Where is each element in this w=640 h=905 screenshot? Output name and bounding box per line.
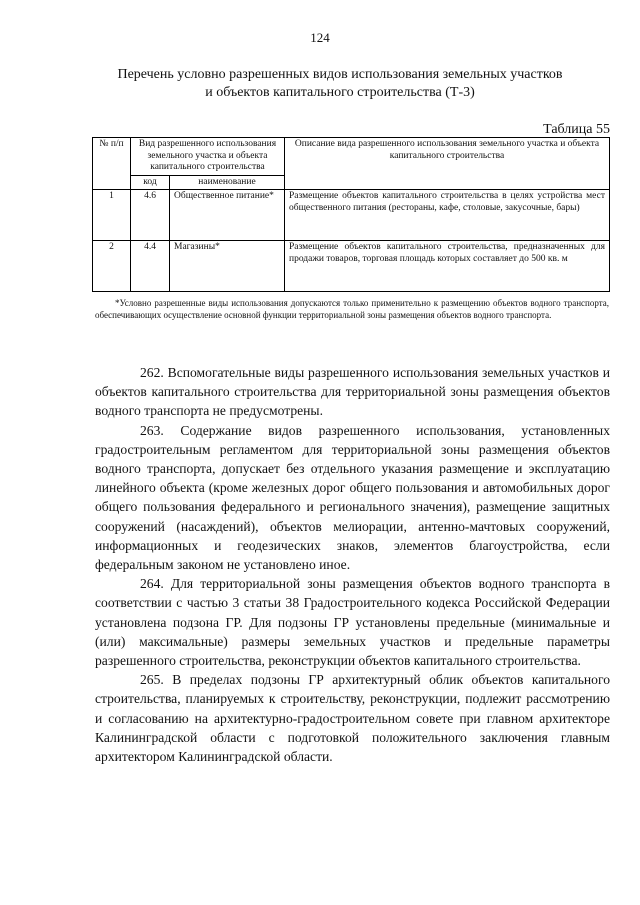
body-text [95,363,610,766]
title-line-2: и объектов капитального строительства (Т-3) [205,85,475,100]
table-row [93,241,610,292]
header-name: наименование [170,175,285,190]
row-description: Размещение объектов капитального строительства в целях устройства мест общественного питания (рестораны, кафе, столовые, закусочные, бары) [285,190,610,241]
permitted-uses-table [92,137,610,292]
table-header-row [93,138,610,176]
paragraph-263: 263. Содержание видов разрешенного использования, установленных градостроительным регламентом для территориальной зоны размещения объектов водного транспорта, допускает без отдельного указания размещение и эксплуатацию линейного объекта (кроме железных дорог общего пользования и автомобильных дорог общего пользования федерального и регионального значения), размещение защитных сооружений (насаждений), объектов мелиорации, антенно-мачтовых сооружений, информационных и геодезических знаков, элементов благоустройства, если федеральным законом не установлено иное. [95,422,610,573]
paragraph-265: 265. В пределах подзоны ГР архитектурный облик объектов капитального строительства, планируемых к строительству, реконструкции, подлежит рассмотрению и согласованию на архитектурно-градостроительном совете при главном архитекторе Калининградской области с подготовкой положительного заключения главным архитектором Калининградской области. [95,672,610,765]
row-code: 4.6 [131,190,170,241]
row-code: 4.4 [131,241,170,292]
title-line-1: Перечень условно разрешенных видов использования земельных участков [117,67,563,82]
page-number: 124 [310,30,330,45]
header-number: № п/п [93,138,131,190]
table-label: Таблица 55 [543,122,610,137]
row-number: 2 [93,241,131,292]
row-name: Общественное питание* [170,190,285,241]
header-kind: Вид разрешенного использования земельного участка и объекта капитального строительства [131,138,285,176]
document-title [80,66,600,102]
paragraph-264: 264. Для территориальной зоны размещения объектов водного транспорта в соответствии с частью 3 статьи 38 Градостроительного кодекса Российской Федерации установлена подзона ГР. Для подзоны ГР установлены предельные (минимальные и (или) максимальные) размеры земельных участков и предельные параметры разрешенного строительства, реконструкции объектов капитального строительства. [95,576,610,669]
table-footnote: *Условно разрешенные виды использования допускаются только применительно к размещению объектов водного транспорта, обеспечивающих осуществление основной функции территориальной зоны размещения объектов водного транспорта. [95,298,609,320]
table-row [93,190,610,241]
paragraph-262: 262. Вспомогательные виды разрешенного использования земельных участков и объектов капитального строительства для территориальной зоны размещения объектов водного транспорта не предусмотрены. [95,365,610,419]
header-code: код [131,175,170,190]
row-name: Магазины* [170,241,285,292]
row-number: 1 [93,190,131,241]
header-description: Описание вида разрешенного использования земельного участка и объекта капитального строительства [285,138,610,190]
row-description: Размещение объектов капитального строительства, предназначенных для продажи товаров, торговая площадь которых составляет до 500 кв. м [285,241,610,292]
